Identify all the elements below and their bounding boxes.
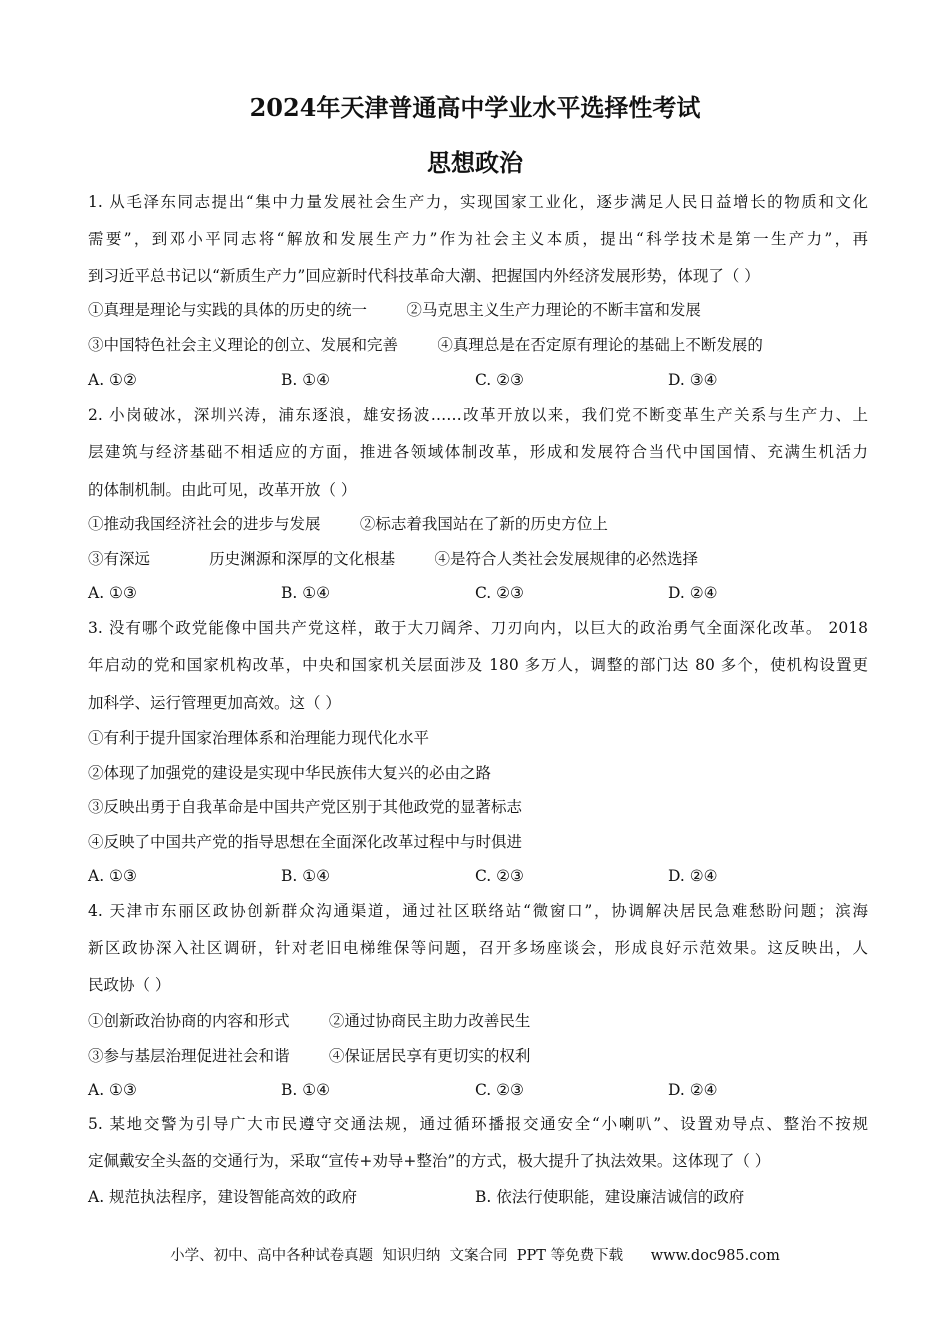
q3-option-c[interactable]: C. ②③: [475, 867, 524, 885]
q4-statement: ①创新政治协商的内容和形式 ②通过协商民主助力改善民生: [88, 1012, 531, 1030]
q4-stem-line: 民政协（ ）: [88, 976, 171, 994]
q1-stem-line: 1. 从毛泽东同志提出“集中力量发展社会生产力，实现国家工业化，逐步满足人民日益增长的物质和文化: [88, 193, 868, 211]
q3-option-b[interactable]: B. ①④: [281, 867, 331, 885]
page-footer: 小学、初中、高中各种试卷真题 知识归纳 文案合同 PPT 等免费下载 www.doc985.com: [170, 1248, 780, 1264]
q2-option-a[interactable]: A. ①③: [88, 584, 137, 602]
q3-statement: ④反映了中国共产党的指导思想在全面深化改革过程中与时俱进: [88, 833, 523, 851]
q1-statement: ③中国特色社会主义理论的创立、发展和完善 ④真理总是在否定原有理论的基础上不断发展的: [88, 336, 763, 354]
q4-stem-line: 4. 天津市东丽区政协创新群众沟通渠道，通过社区联络站“微窗口”，协调解决居民急难愁盼问题；滨海: [88, 902, 868, 920]
q2-option-d[interactable]: D. ②④: [668, 584, 718, 602]
q1-option-b[interactable]: B. ①④: [281, 371, 331, 389]
q2-stem-line: 的体制机制。由此可见，改革开放（ ）: [88, 481, 357, 499]
q2-stem-line: 层建筑与经济基础不相适应的方面，推进各领域体制改革，形成和发展符合当代中国国情、充满生机活力: [88, 443, 868, 461]
q2-stem-line: 2. 小岗破冰，深圳兴涛，浦东逐浪，雄安扬波……改革开放以来，我们党不断变革生产关系与生产力、上: [88, 406, 868, 424]
q4-option-c[interactable]: C. ②③: [475, 1081, 524, 1099]
q1-option-c[interactable]: C. ②③: [475, 371, 524, 389]
q1-stem-line: 到习近平总书记以“新质生产力”回应新时代科技革命大潮、把握国内外经济发展形势，体现了（ ）: [88, 267, 760, 285]
q1-stem-line: 需要”，到邓小平同志将“解放和发展生产力”作为社会主义本质，提出“科学技术是第一生产力”，再: [88, 230, 868, 248]
q2-statement: ①推动我国经济社会的进步与发展 ②标志着我国站在了新的历史方位上: [88, 515, 608, 533]
q1-statement: ①真理是理论与实践的具体的历史的统一 ②马克思主义生产力理论的不断丰富和发展: [88, 301, 701, 319]
q3-stem-line: 加科学、运行管理更加高效。这（ ）: [88, 694, 341, 712]
exam-title: 2024年天津普通高中学业水平选择性考试: [249, 93, 701, 122]
q4-option-d[interactable]: D. ②④: [668, 1081, 718, 1099]
q2-option-c[interactable]: C. ②③: [475, 584, 524, 602]
q2-option-b[interactable]: B. ①④: [281, 584, 331, 602]
subject-title: 思想政治: [427, 148, 523, 177]
q4-option-b[interactable]: B. ①④: [281, 1081, 331, 1099]
q3-option-d[interactable]: D. ②④: [668, 867, 718, 885]
q3-statement: ③反映出勇于自我革命是中国共产党区别于其他政党的显著标志: [88, 798, 523, 816]
q4-statement: ③参与基层治理促进社会和谐 ④保证居民享有更切实的权利: [88, 1047, 531, 1065]
q3-stem-line: 3. 没有哪个政党能像中国共产党这样，敢于大刀阔斧、刀刃向内，以巨大的政治勇气全面深化改革。 2018: [88, 619, 868, 637]
q3-statement: ②体现了加强党的建设是实现中华民族伟大复兴的必由之路: [88, 764, 492, 782]
q5-option-b[interactable]: B. 依法行使职能，建设廉洁诚信的政府: [475, 1188, 745, 1206]
q5-option-a[interactable]: A. 规范执法程序，建设智能高效的政府: [88, 1188, 358, 1206]
q5-stem-line: 定佩戴安全头盔的交通行为，采取“宣传+劝导+整治”的方式，极大提升了执法效果。这体现了（ ）: [88, 1152, 771, 1170]
q3-statement: ①有利于提升国家治理体系和治理能力现代化水平: [88, 729, 430, 747]
q4-stem-line: 新区政协深入社区调研，针对老旧电梯维保等问题，召开多场座谈会，形成良好示范效果。这反映出，人: [88, 939, 868, 957]
q3-stem-line: 年启动的党和国家机构改革，中央和国家机关层面涉及 180 多万人，调整的部门达 80 多个，使机构设置更: [88, 656, 868, 674]
q1-option-a[interactable]: A. ①②: [88, 371, 137, 389]
q4-option-a[interactable]: A. ①③: [88, 1081, 137, 1099]
q3-option-a[interactable]: A. ①③: [88, 867, 137, 885]
q5-stem-line: 5. 某地交警为引导广大市民遵守交通法规，通过循环播报交通安全“小喇叭”、设置劝导点、整治不按规: [88, 1115, 868, 1133]
q2-statement: ③有深远 历史渊源和深厚的文化根基 ④是符合人类社会发展规律的必然选择: [88, 550, 699, 568]
q1-option-d[interactable]: D. ③④: [668, 371, 718, 389]
